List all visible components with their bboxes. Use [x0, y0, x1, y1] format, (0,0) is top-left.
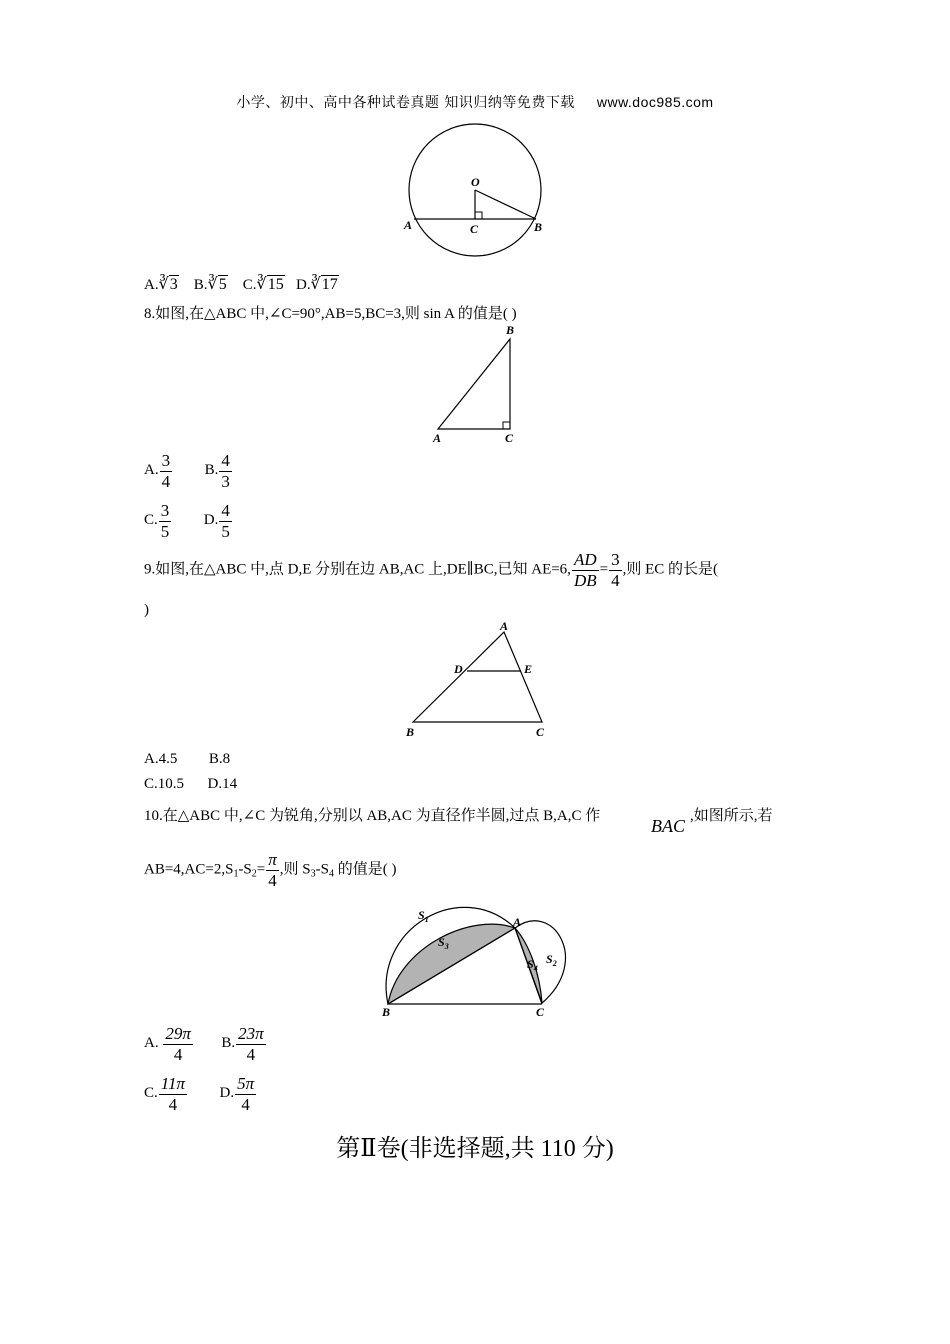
- q10-option-a[interactable]: A. $\frac{29\pi}{4}$: [144, 1024, 191, 1064]
- page-header: [0, 92, 950, 112]
- q9-options-row1: [144, 751, 230, 768]
- q10-option-c[interactable]: C. $\frac{11\pi}{4}$: [144, 1074, 186, 1114]
- q9-option-a[interactable]: A.4.5: [144, 751, 178, 767]
- q10-option-d[interactable]: D. $\frac{5\pi}{4}$: [219, 1074, 255, 1114]
- q9-option-b[interactable]: B.8: [208, 751, 231, 767]
- q10-options-row2: [144, 1074, 257, 1114]
- fig9-label-a: A: [500, 619, 509, 633]
- fig9-label-e: E: [524, 662, 533, 676]
- svg-text:S3: $S_3$: [438, 935, 449, 951]
- fig9-label-d: D: [454, 662, 463, 676]
- q8-option-b[interactable]: B. $\frac{4}{3}$: [204, 451, 230, 491]
- header-url[interactable]: www.doc985.com: [596, 94, 714, 110]
- q8-stem: 8.如图,在△ABC 中,∠C=90°,AB=5,BC=3,则 sin A 的值是( ): [144, 306, 517, 322]
- figure-semicircles: [370, 890, 580, 1022]
- svg-text:S2: $S_2$: [546, 952, 557, 968]
- q9-stem: 9.如图,在△ABC 中,点 D,E 分别在边 AB,AC 上,DE∥BC,已知 AE=6, $\frac{AD}{DB}$ = $\frac{3}{4}$ ,则 EC 的长是(: [144, 550, 718, 590]
- q10-arc-label: BAC: [651, 816, 685, 836]
- fig7-label-o: O: [471, 175, 480, 189]
- q7-options: [144, 274, 339, 294]
- fig10-label-b: B: [382, 1005, 391, 1019]
- fig8-label-b: B: [506, 323, 515, 337]
- q7-option-c[interactable]: C.∛15: [242, 276, 284, 293]
- fig9-label-c: C: [536, 725, 545, 739]
- fig9-label-b: B: [406, 725, 415, 739]
- q10-stem-tail: ,如图所示,若: [690, 808, 773, 824]
- q7-option-b[interactable]: B.∛5: [193, 276, 227, 293]
- q10-stem-line2: $AB=4,AC=2,S_1-S_2=$ $\frac{\pi}{4}$ ,则 $S_3-S_4$ 的值是( ): [144, 850, 397, 890]
- q7-option-a[interactable]: A.∛3: [144, 276, 178, 293]
- q8-options-row1: [144, 451, 233, 491]
- q9-stem-line2: ): [144, 602, 149, 618]
- fig8-label-c: C: [505, 431, 514, 445]
- fig7-label-b: B: [534, 220, 543, 234]
- q7-option-d[interactable]: D.∛17: [295, 276, 338, 293]
- fig7-label-c: C: [470, 222, 479, 236]
- q10-option-b[interactable]: B. $\frac{23\pi}{4}$: [221, 1024, 264, 1064]
- q9-option-c[interactable]: C.10.5: [144, 776, 185, 792]
- figure-triangle-de: [400, 618, 560, 743]
- fig7-label-a: A: [404, 218, 413, 232]
- q8-option-d[interactable]: D. $\frac{4}{5}$: [203, 501, 230, 541]
- q8-option-c[interactable]: C. $\frac{3}{5}$: [144, 501, 170, 541]
- svg-text:S1: $S_1$: [418, 908, 429, 924]
- q9-options-row2: [144, 776, 237, 793]
- q10-stem: 10.在△ABC 中,∠C 为锐角,分别以 AB,AC 为直径作半圆,过点 B,A,C 作: [144, 808, 601, 824]
- q10-options-row1: [144, 1024, 267, 1064]
- svg-text:S4: $S_4$: [527, 957, 538, 973]
- section-title: 第Ⅱ卷(非选择题,共 110 分): [336, 1136, 614, 1162]
- q8-option-a[interactable]: A. $\frac{3}{4}$: [144, 451, 171, 491]
- fig10-label-a: A: [513, 915, 522, 929]
- q8-options-row2: [144, 501, 233, 541]
- figure-right-triangle: [428, 320, 528, 450]
- figure-circle: [400, 118, 550, 263]
- fig8-label-a: A: [433, 431, 442, 445]
- q9-option-d[interactable]: D.14: [207, 776, 238, 792]
- header-text: 小学、初中、高中各种试卷真题 知识归纳等免费下载: [236, 95, 575, 111]
- fig10-label-c: C: [536, 1005, 545, 1019]
